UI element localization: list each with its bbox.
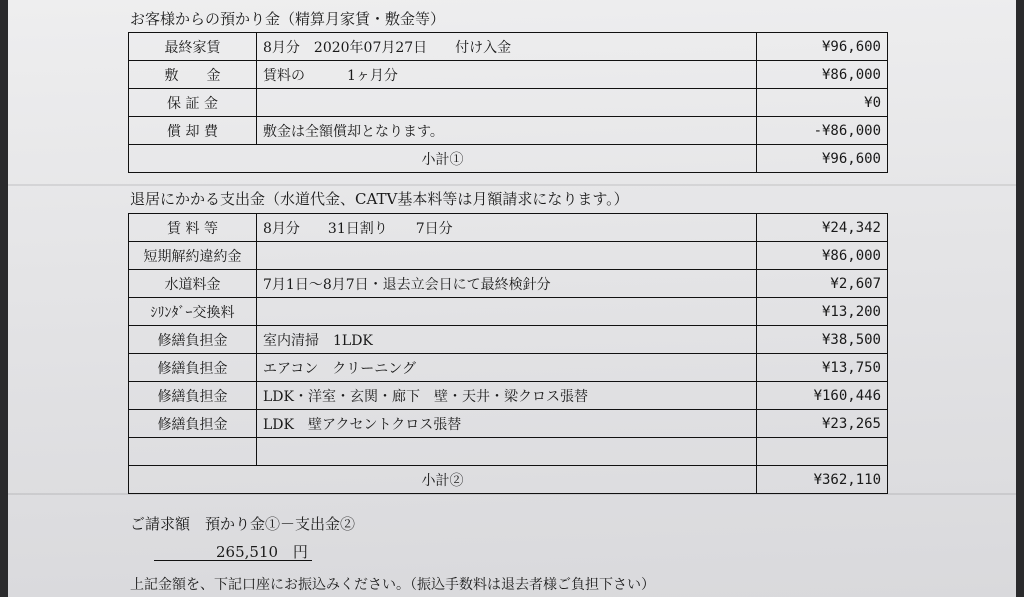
table-row [129, 61, 888, 89]
row-description: 室内清掃 1LDK [257, 326, 757, 354]
subtotal-row [129, 466, 888, 494]
row-label: 水道料金 [129, 270, 257, 298]
table-row [129, 326, 888, 354]
billing-unit: 円 [292, 543, 308, 561]
row-description: 8月分 31日割り 7日分 [257, 214, 757, 242]
row-amount: ¥96,600 [757, 33, 888, 61]
subtotal-row [129, 145, 888, 173]
billing-label: ご請求額 預かり金①－支出金② [130, 515, 356, 533]
row-amount: ¥0 [757, 89, 888, 117]
row-description [257, 298, 757, 326]
row-amount: ¥86,000 [757, 61, 888, 89]
row-amount: ¥86,000 [757, 242, 888, 270]
row-description: 賃料の 1ヶ月分 [257, 61, 757, 89]
billing-underline [154, 560, 312, 561]
paper-fold [8, 184, 1016, 186]
row-label [129, 438, 257, 466]
row-description: 8月分 2020年07月27日 付け入金 [257, 33, 757, 61]
table-row [129, 214, 888, 242]
expense-table [128, 213, 888, 494]
deposit-heading: お客様からの預かり金（精算月家賃・敷金等） [130, 10, 446, 28]
deposit-table [128, 32, 888, 173]
row-description: 7月1日～8月7日・退去立会日にて最終検針分 [257, 270, 757, 298]
row-label: 短期解約違約金 [129, 242, 257, 270]
row-amount: ¥24,342 [757, 214, 888, 242]
row-amount: ¥13,750 [757, 354, 888, 382]
row-label: 最終家賃 [129, 33, 257, 61]
table-row [129, 33, 888, 61]
table-row [129, 270, 888, 298]
row-label: ｼﾘﾝﾀﾞｰ交換料 [129, 298, 257, 326]
row-amount: ¥160,446 [757, 382, 888, 410]
row-amount: ¥23,265 [757, 410, 888, 438]
table-row [129, 242, 888, 270]
table-row [129, 89, 888, 117]
row-amount: ¥13,200 [757, 298, 888, 326]
billing-amount-wrap [216, 541, 308, 562]
subtotal-label: 小計① [129, 145, 757, 173]
table-row [129, 438, 888, 466]
row-description: LDK 壁アクセントクロス張替 [257, 410, 757, 438]
table-row [129, 117, 888, 145]
subtotal-amount: ¥96,600 [757, 145, 888, 173]
row-description: LDK・洋室・玄関・廊下 壁・天井・梁クロス張替 [257, 382, 757, 410]
table-row [129, 410, 888, 438]
table-row [129, 382, 888, 410]
billing-note: 上記金額を、下記口座にお振込みください。（振込手数料は退去者様ご負担下さい） [130, 577, 655, 593]
row-description [257, 89, 757, 117]
expense-heading: 退居にかかる支出金（水道代金、CATV基本料等は月額請求になります。） [130, 190, 629, 208]
row-amount [757, 438, 888, 466]
row-description [257, 438, 757, 466]
row-label: 修繕負担金 [129, 354, 257, 382]
row-description: 敷金は全額償却となります。 [257, 117, 757, 145]
row-amount: -¥86,000 [757, 117, 888, 145]
row-label: 償 却 費 [129, 117, 257, 145]
row-amount: ¥38,500 [757, 326, 888, 354]
subtotal-amount: ¥362,110 [757, 466, 888, 494]
row-label: 保 証 金 [129, 89, 257, 117]
table-row [129, 298, 888, 326]
row-label: 修繕負担金 [129, 382, 257, 410]
subtotal-label: 小計② [129, 466, 757, 494]
row-label: 修繕負担金 [129, 410, 257, 438]
row-label: 賃 料 等 [129, 214, 257, 242]
row-amount: ¥2,607 [757, 270, 888, 298]
table-row [129, 354, 888, 382]
billing-amount: 265,510 [216, 543, 279, 561]
row-label: 修繕負担金 [129, 326, 257, 354]
row-label: 敷 金 [129, 61, 257, 89]
receipt-paper [8, 0, 1016, 597]
row-description: エアコン クリーニング [257, 354, 757, 382]
row-description [257, 242, 757, 270]
